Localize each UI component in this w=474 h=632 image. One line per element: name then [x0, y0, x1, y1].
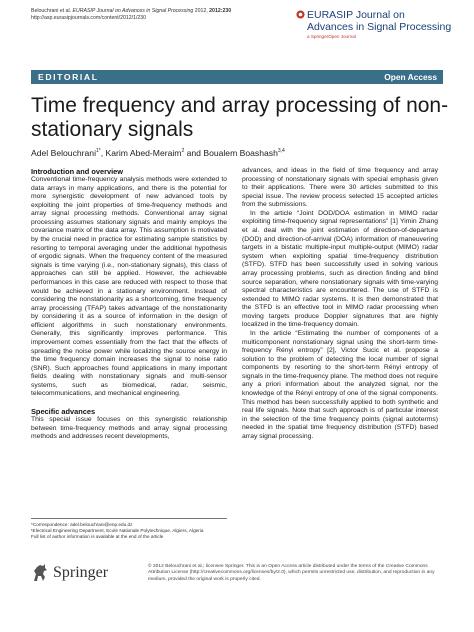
- citation-year: 2012,: [194, 8, 208, 14]
- right-paragraph-1: advances, and ideas in the field of time frequency and array processing of nonstationary signals with special emphasis given to their applications. There were 30 articles submitted to this special issue. The review process selected 15 accepted articles from the submissions.: [242, 167, 438, 209]
- right-column: [242, 167, 438, 442]
- editorial-label: EDITORIAL: [38, 72, 99, 82]
- left-column: [31, 167, 227, 442]
- springer-logo[interactable]: [31, 563, 141, 583]
- journal-logo-line2: Advances in Signal Processing: [307, 21, 452, 33]
- right-paragraph-3: In the article “Estimating the number of components of a multicomponent nonstationary signal using the short-term time-frequency Rényi entropy” [2], Victor Sucic et al. propose a solution to the problem of detecting the local number of signal components by resorting to the short-term Rényi entropy of signals in the time-frequency plane. The method does not require any a priori information about the analyzed signal, nor the knowledge of the Rényi entropy of one of the signal components. This method has been successfully applied to both synthetic and real life signals. Note that such approach is of particular interest in the selection of the time frequency points (signal autoterms) needed in the spatial time frequency distribution (STFD) based array signal processing.: [242, 329, 438, 440]
- intro-paragraph: Conventional time-frequency analysis methods were extended to data arrays in many applications, and there is the potential for more synergistic development of new advanced tools by exploiting the joint properties of time-frequency methods and array signal processing methods. Conventional array signal processing assumes stationary signals and mainly employs the covariance matrix of the data array. This assumption is motivated by the crucial need in practice for estimating sample statistics by resorting to temporal averaging under the additional hypothesis of ergodic signals. When the frequency content of the measured signals is time varying (i.e., non-stationary signals), this class of approaches can still be applied. However, the achievable performances in this case are reduced with respect to those that would be achieved in a stationary environment. Instead of considering the nonstationarity as a shortcoming, time frequency array processing (TFAP) takes advantage of the nonstationarity by considering it as a source of information in the design of efficient algorithms in such nonstationary environments. Generally, this significantly improves performance. This improvement comes essentially from the fact that the effects of spreading the noise power while localizing the source energy in the time frequency domain increases the signal to noise ratio (SNR). Such approaches found applications in many important fields dealing with nonstationary signals and multi-sensor systems, such as biomedical, radar, seismic, telecommunications, and mechanical engineering.: [31, 176, 227, 398]
- license-statement: © 2012 Belouchrani et al.; licensee Springer. This is an Open Access article distributed under the terms of the Creative Commons Attribution License (http://creativecommons.org/licenses/by/2.0), which permits unrestricted use, distribution, and reproduction in any medium, provided the original work is properly cited.: [148, 564, 435, 582]
- author-3: and Boualem Boashash: [184, 147, 278, 158]
- springer-horse-icon: [31, 563, 49, 583]
- journal-logo-line1: EURASIP Journal on: [307, 9, 405, 21]
- author-3-affiliation: 3,4: [277, 148, 285, 154]
- author-1: Adel Belouchrani: [31, 147, 96, 158]
- citation-url[interactable]: http://asp.eurasipjournals.com/content/2012/1/230: [31, 15, 147, 21]
- author-info-footnote: Full list of author information is available at the end of the article: [31, 534, 164, 540]
- footnotes: [31, 518, 227, 541]
- citation-header: [31, 8, 301, 22]
- affiliation-footnote: ¹Electrical Engineering Department, Ecole Nationale Polytechnique, Algiers, Algeria: [31, 528, 204, 534]
- specific-advances-paragraph: This special issue focuses on this synergistic relationship between time-frequency methods and array signal processing methods and addresses recent developments,: [31, 416, 227, 441]
- author-list: [31, 146, 451, 159]
- intro-heading: Introduction and overview: [31, 167, 123, 176]
- citation-journal: EURASIP Journal on Advances in Signal Processing: [72, 8, 194, 14]
- journal-logo-icon: [296, 10, 305, 19]
- specific-advances-heading: Specific advances: [31, 407, 96, 417]
- springer-wordmark: Springer: [53, 564, 109, 581]
- article-title: Time frequency and array processing of non-stationary signals: [31, 94, 449, 141]
- author-2-affiliation: 2: [181, 148, 185, 154]
- citation-authors: Belouchrani et al.: [31, 8, 72, 14]
- author-2: , Karim Abed-Meraim: [100, 147, 182, 158]
- right-paragraph-2: In the article “Joint DOD/DOA estimation in MIMO radar exploiting time-frequency signal representations” [1] Yimin Zhang et al. deal with the joint estimation of direction-of-departure (DOD) and direction-of-arrival (DOA) information of maneuvering targets in a bistatic multiple-input multiple-output (MIMO) radar system when exploiting spatial time-frequency distribution (STFD). STFD has been successfully used in solving various array processing problems, such as direction finding and blind source separation, where nonstationary signals with time-varying spectral characteristics are encountered. The use of STFD is extended to MIMO radar systems. It is then demonstrated that the STFD is an effective tool in MIMO radar processing when moving targets produce Doppler signatures that are highly localized in the time-frequency domain.: [242, 209, 438, 329]
- journal-logo-tagline: a SpringerOpen Journal: [307, 34, 356, 39]
- correspondence-footnote[interactable]: *Correspondence: adel.belouchrani@enp.edu.dz: [31, 522, 133, 527]
- citation-volume: 2012:230: [209, 8, 232, 14]
- open-access-label: Open Access: [384, 72, 437, 82]
- article-type-bar: [31, 70, 443, 84]
- author-1-affiliation: 1*: [95, 148, 101, 154]
